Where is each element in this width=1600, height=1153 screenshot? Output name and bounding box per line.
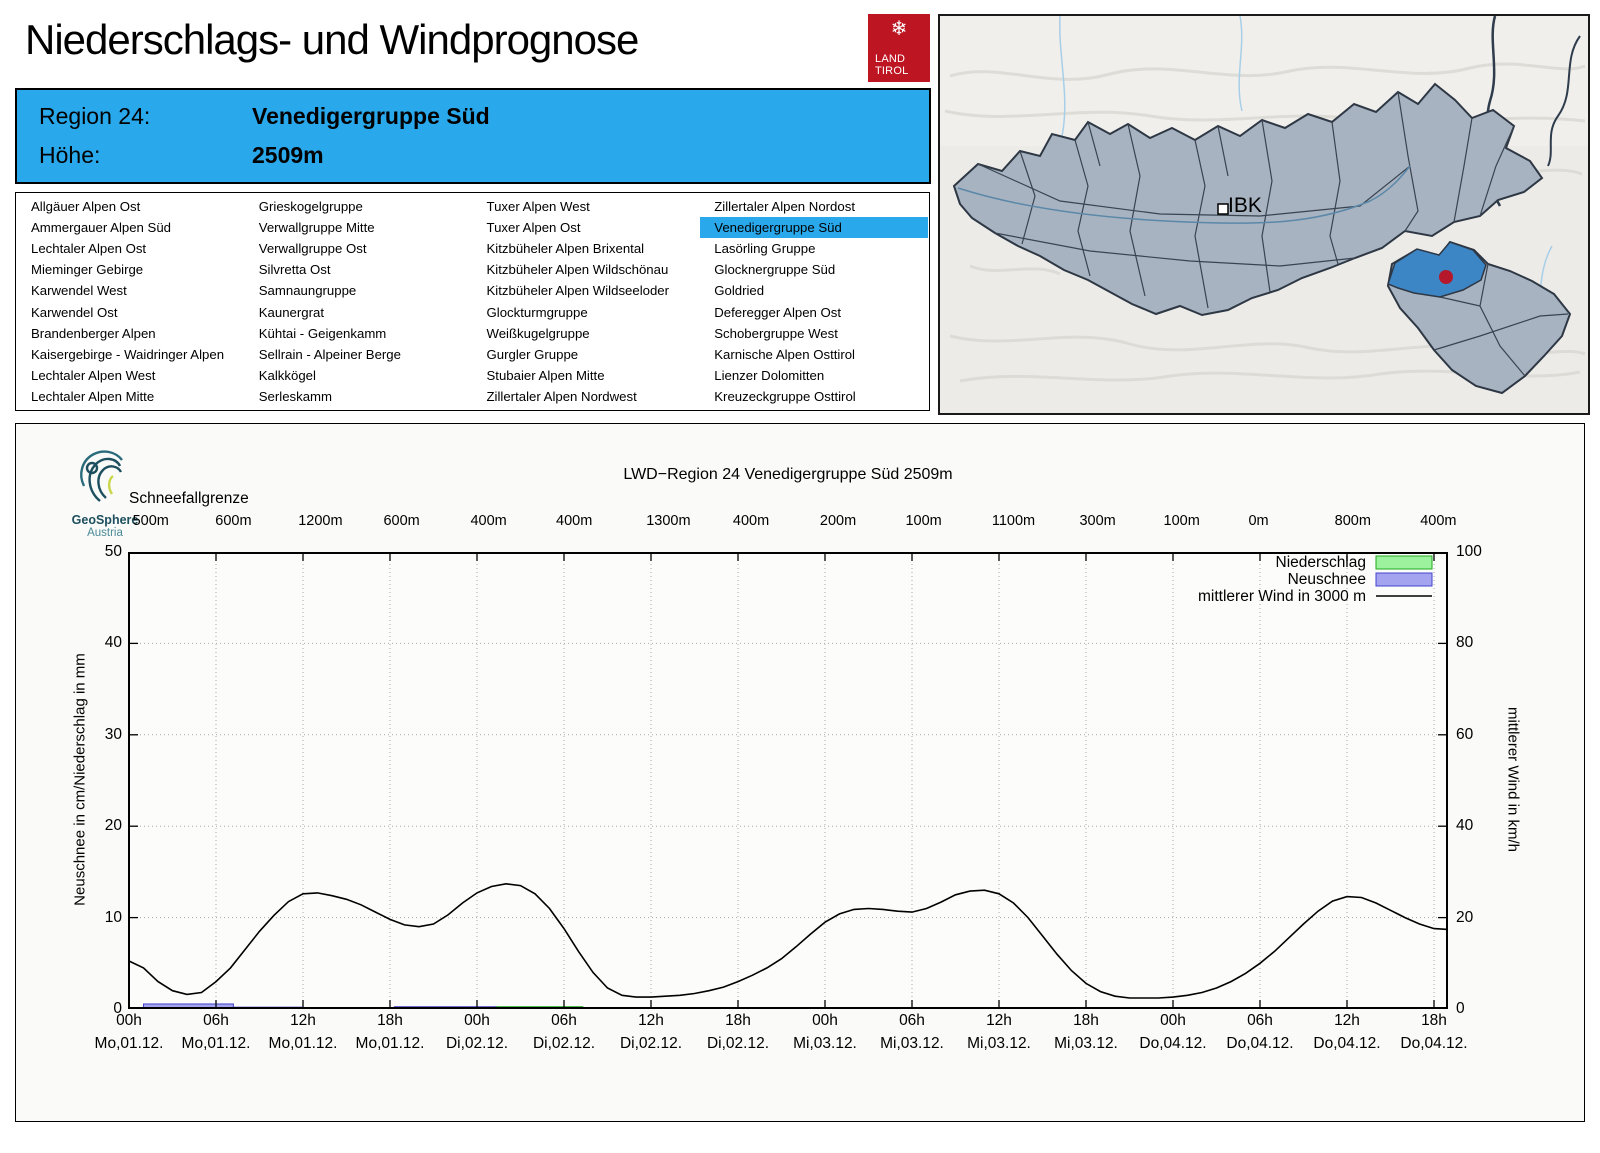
x-tick-time: 12h	[638, 1012, 664, 1029]
snowline-value: 100m	[905, 513, 942, 529]
y-right-tick: 100	[1456, 543, 1482, 560]
region-item[interactable]: Stubaier Alpen Mitte	[486, 367, 605, 383]
region-item[interactable]: Deferegger Alpen Ost	[714, 304, 842, 320]
region-item[interactable]: Karnische Alpen Osttirol	[714, 346, 855, 362]
region-item[interactable]: Kalkkögel	[258, 367, 316, 383]
region-item[interactable]: Kitzbüheler Alpen Wildschönau	[486, 262, 669, 278]
x-tick-time: 06h	[899, 1012, 925, 1029]
region-item[interactable]: Grieskogelgruppe	[258, 199, 363, 214]
y-left-tick: 40	[104, 634, 122, 652]
x-tick-date: Di,02.12.	[445, 1035, 509, 1052]
region-item[interactable]: Sellrain - Alpeiner Berge	[258, 346, 401, 362]
region-item[interactable]: Schobergruppe West	[714, 325, 838, 341]
region-item[interactable]: Brandenberger Alpen	[31, 325, 156, 341]
region-value: Venedigergruppe Süd	[252, 103, 490, 129]
x-tick-date: Do,04.12.	[1226, 1035, 1294, 1052]
region-item[interactable]: Allgäuer Alpen Ost	[31, 199, 141, 214]
tirol-map[interactable]	[938, 14, 1590, 415]
y-right-tick: 0	[1456, 1000, 1465, 1017]
region-item[interactable]: Kreuzeckgruppe Osttirol	[714, 388, 856, 404]
altitude-label: Höhe:	[39, 142, 101, 168]
region-item[interactable]: Venedigergruppe Süd	[700, 217, 928, 238]
region-item[interactable]: Kaunergrat	[258, 304, 324, 320]
x-tick-time: 12h	[986, 1012, 1012, 1029]
x-tick-date: Mi,03.12.	[1054, 1035, 1118, 1052]
ibk-label: IBK	[1228, 194, 1262, 217]
region-list	[15, 192, 930, 411]
y-left-tick: 20	[104, 817, 122, 835]
x-tick-time: 06h	[203, 1012, 229, 1029]
region-item[interactable]: Lienzer Dolomitten	[714, 367, 825, 383]
y-right-tick: 40	[1456, 817, 1474, 835]
region-item[interactable]: Zillertaler Alpen Nordost	[714, 199, 855, 214]
x-tick-time: 00h	[812, 1012, 838, 1029]
snowline-value: 1200m	[298, 513, 343, 529]
x-tick-time: 12h	[290, 1012, 316, 1029]
snowline-value: 600m	[383, 513, 420, 529]
region-item[interactable]: Lechtaler Alpen Ost	[31, 241, 147, 257]
snowline-label: Schneefallgrenze	[129, 490, 249, 507]
x-tick-date: Do,04.12.	[1139, 1035, 1207, 1052]
x-tick-time: 00h	[464, 1012, 490, 1029]
geosphere-name: GeoSphere	[71, 513, 139, 527]
x-tick-date: Do,04.12.	[1313, 1035, 1381, 1052]
plot-area	[128, 552, 1448, 1009]
x-tick-date: Do,04.12.	[1400, 1035, 1468, 1052]
region-item[interactable]: Goldried	[714, 283, 765, 299]
region-item[interactable]: Gurgler Gruppe	[486, 346, 579, 362]
snowflake-icon: ❄	[890, 18, 908, 40]
y-left-tick: 10	[104, 908, 122, 926]
x-tick-time: 00h	[1160, 1012, 1186, 1029]
legend-swatch	[1376, 573, 1432, 586]
snowline-value: 0m	[1248, 513, 1269, 529]
snowline-value: 600m	[215, 513, 252, 529]
region-header	[15, 88, 931, 184]
y-left-tick: 0	[113, 1000, 122, 1017]
x-tick-date: Mo,01.12.	[181, 1035, 251, 1052]
region-item[interactable]: Silvretta Ost	[258, 262, 331, 278]
region-item[interactable]: Tuxer Alpen Ost	[486, 220, 581, 236]
land-tirol-logo	[868, 14, 930, 82]
x-tick-date: Di,02.12.	[619, 1035, 683, 1052]
y-right-tick: 60	[1456, 725, 1474, 743]
region-item[interactable]: Glocknergruppe Süd	[714, 262, 836, 278]
snowline-value: 200m	[819, 513, 857, 529]
geosphere-country: Austria	[87, 527, 123, 539]
altitude-value: 2509m	[252, 142, 324, 168]
ibk-marker	[1218, 204, 1228, 214]
region-item[interactable]: Tuxer Alpen West	[486, 199, 590, 214]
chart-title: LWD−Region 24 Venedigergruppe Süd 2509m	[623, 466, 953, 483]
snowline-value: 300m	[1079, 513, 1116, 529]
x-tick-date: Mo,01.12.	[355, 1035, 425, 1052]
snowline-value: 800m	[1334, 513, 1371, 529]
x-tick-date: Mo,01.12.	[268, 1035, 338, 1052]
snowline-value: 500m	[132, 513, 169, 529]
legend-swatch	[1376, 556, 1432, 569]
x-tick-date: Di,02.12.	[532, 1035, 596, 1052]
legend-label: mittlerer Wind in 3000 m	[1198, 588, 1366, 605]
region-list-grid	[17, 196, 928, 407]
snowline-value: 100m	[1163, 513, 1200, 529]
region-item[interactable]: Mieminger Gebirge	[31, 262, 144, 278]
region-item[interactable]: Ammergauer Alpen Süd	[31, 220, 172, 236]
x-tick-time: 18h	[1073, 1012, 1099, 1029]
snowline-value: 400m	[1420, 513, 1457, 529]
station-dot	[1439, 270, 1453, 284]
x-tick-time: 00h	[116, 1012, 142, 1029]
region-item[interactable]: Kühtai - Geigenkamm	[258, 325, 387, 341]
region-item[interactable]: Lasörling Gruppe	[714, 241, 816, 257]
x-tick-date: Mi,03.12.	[967, 1035, 1031, 1052]
land-tirol-logo-text: LAND TIROL	[875, 53, 909, 77]
region-item[interactable]: Serleskamm	[258, 388, 333, 404]
x-tick-time: 18h	[377, 1012, 403, 1029]
region-item[interactable]: Weißkugelgruppe	[486, 325, 590, 341]
x-tick-time: 18h	[1421, 1012, 1447, 1029]
region-item[interactable]: Glockturmgruppe	[486, 304, 588, 320]
page-title: Niederschlags- und Windprognose	[25, 16, 639, 63]
x-tick-date: Mi,03.12.	[793, 1035, 857, 1052]
legend-label: Niederschlag	[1275, 554, 1366, 571]
map-svg	[940, 16, 1588, 413]
forecast-chart-panel	[15, 423, 1585, 1122]
region-item[interactable]: Zillertaler Alpen Nordwest	[486, 388, 637, 404]
region-item[interactable]: Samnaungruppe	[258, 283, 357, 299]
region-item[interactable]: Karwendel West	[31, 283, 127, 299]
snowline-value: 1300m	[646, 513, 691, 529]
snowline-value: 400m	[470, 513, 507, 529]
region-item[interactable]: Verwallgruppe Ost	[258, 241, 367, 257]
x-tick-date: Di,02.12.	[706, 1035, 770, 1052]
y-left-axis-title: Neuschnee in cm/Niederschlag in mm	[71, 653, 89, 906]
x-tick-time: 06h	[551, 1012, 577, 1029]
legend-label: Neuschnee	[1287, 571, 1366, 588]
region-item[interactable]: Kitzbüheler Alpen Brixental	[486, 241, 645, 257]
region-item[interactable]: Kitzbüheler Alpen Wildseeloder	[486, 283, 670, 299]
x-tick-date: Mi,03.12.	[880, 1035, 944, 1052]
x-tick-time: 06h	[1247, 1012, 1273, 1029]
y-left-tick: 30	[104, 725, 122, 743]
region-label: Region 24:	[39, 103, 151, 129]
region-item[interactable]: Karwendel Ost	[31, 304, 118, 320]
y-right-tick: 20	[1456, 908, 1474, 926]
snowline-value: 1100m	[991, 513, 1036, 529]
snowline-value: 400m	[556, 513, 593, 529]
x-tick-date: Mo,01.12.	[94, 1035, 164, 1052]
region-item[interactable]: Verwallgruppe Mitte	[258, 220, 375, 236]
snowline-value: 400m	[732, 513, 770, 529]
region-item[interactable]: Kaisergebirge - Waidringer Alpen	[31, 346, 225, 362]
y-right-axis-title: mittlerer Wind in km/h	[1504, 706, 1522, 853]
y-right-tick: 80	[1456, 634, 1474, 652]
x-tick-time: 18h	[725, 1012, 751, 1029]
region-item[interactable]: Lechtaler Alpen Mitte	[31, 388, 155, 404]
x-tick-time: 12h	[1334, 1012, 1360, 1029]
region-item[interactable]: Lechtaler Alpen West	[31, 367, 156, 383]
y-left-tick: 50	[104, 543, 122, 560]
